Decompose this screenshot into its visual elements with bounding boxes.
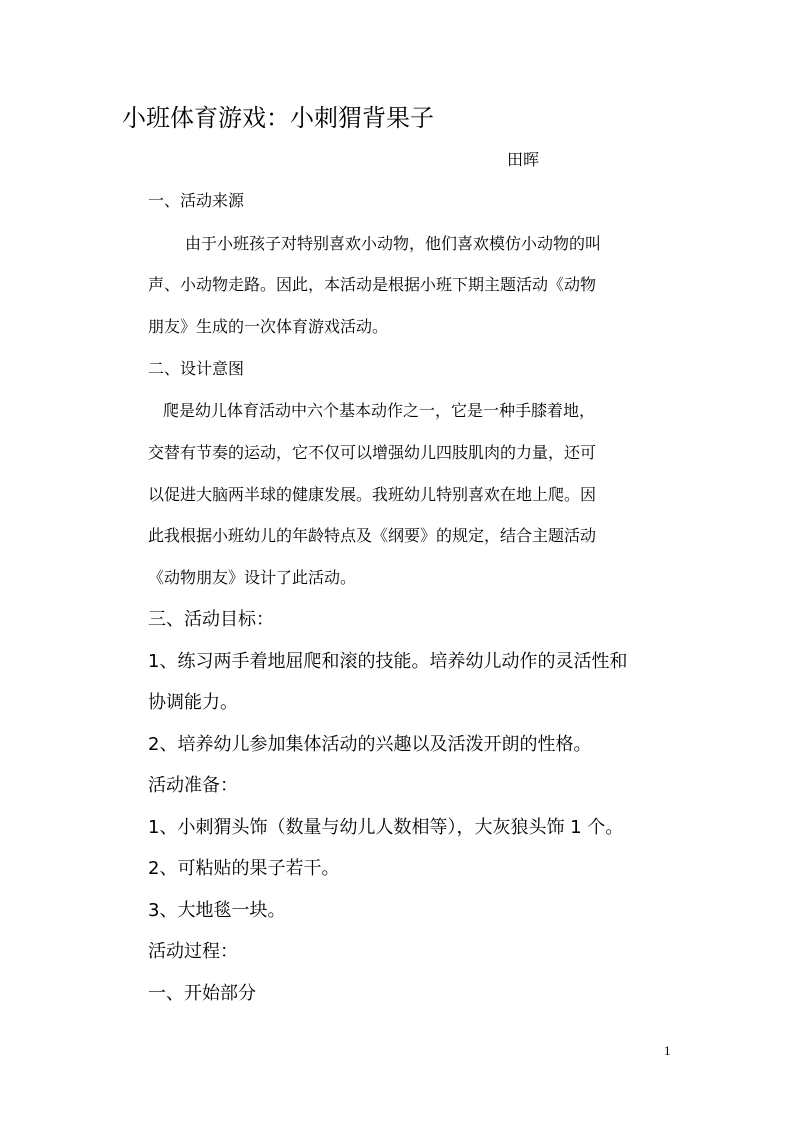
document-author: 田晖	[507, 150, 540, 169]
section-heading-goals: 三、活动目标：	[148, 609, 274, 630]
preparation-item: 3、大地毯一块。	[148, 900, 286, 921]
paragraph-line: 以促进大脑两半球的健康发展。我班幼儿特别喜欢在地上爬。因	[148, 485, 597, 504]
paragraph-line: 爬是幼儿体育活动中六个基本动作之一，它是一种手膝着地，	[163, 401, 596, 420]
goal-item: 2、培养幼儿参加集体活动的兴趣以及活泼开朗的性格。	[148, 734, 592, 755]
paragraph-line: 交替有节奏的运动，它不仅可以增强幼儿四肢肌肉的力量，还可	[148, 443, 597, 462]
goal-item: 1、练习两手着地屈爬和滚的技能。培养幼儿动作的灵活性和	[148, 651, 628, 672]
page-number: 1	[664, 1043, 671, 1058]
paragraph-line: 朋友》生成的一次体育游戏活动。	[148, 317, 389, 336]
section-heading-design: 二、设计意图	[148, 359, 245, 378]
paragraph-line: 由于小班孩子对特别喜欢小动物，他们喜欢模仿小动物的叫	[185, 234, 602, 253]
paragraph-line: 此我根据小班幼儿的年龄特点及《纲要》的规定，结合主题活动	[148, 526, 597, 545]
section-heading-process: 活动过程：	[148, 941, 238, 962]
process-subheading: 一、开始部分	[148, 983, 256, 1004]
section-heading-preparation: 活动准备：	[148, 775, 238, 796]
section-heading-source: 一、活动来源	[148, 191, 245, 210]
paragraph-line: 声、小动物走路。因此，本活动是根据小班下期主题活动《动物	[148, 275, 597, 294]
paragraph-line: 《动物朋友》设计了此活动。	[148, 568, 357, 587]
preparation-item: 2、可粘贴的果子若干。	[148, 858, 340, 879]
document-title: 小班体育游戏：小刺猬背果子	[122, 104, 434, 132]
preparation-item: 1、小刺猬头饰（数量与幼儿人数相等），大灰狼头饰 1 个。	[148, 817, 624, 838]
goal-item-continued: 协调能力。	[148, 692, 238, 713]
